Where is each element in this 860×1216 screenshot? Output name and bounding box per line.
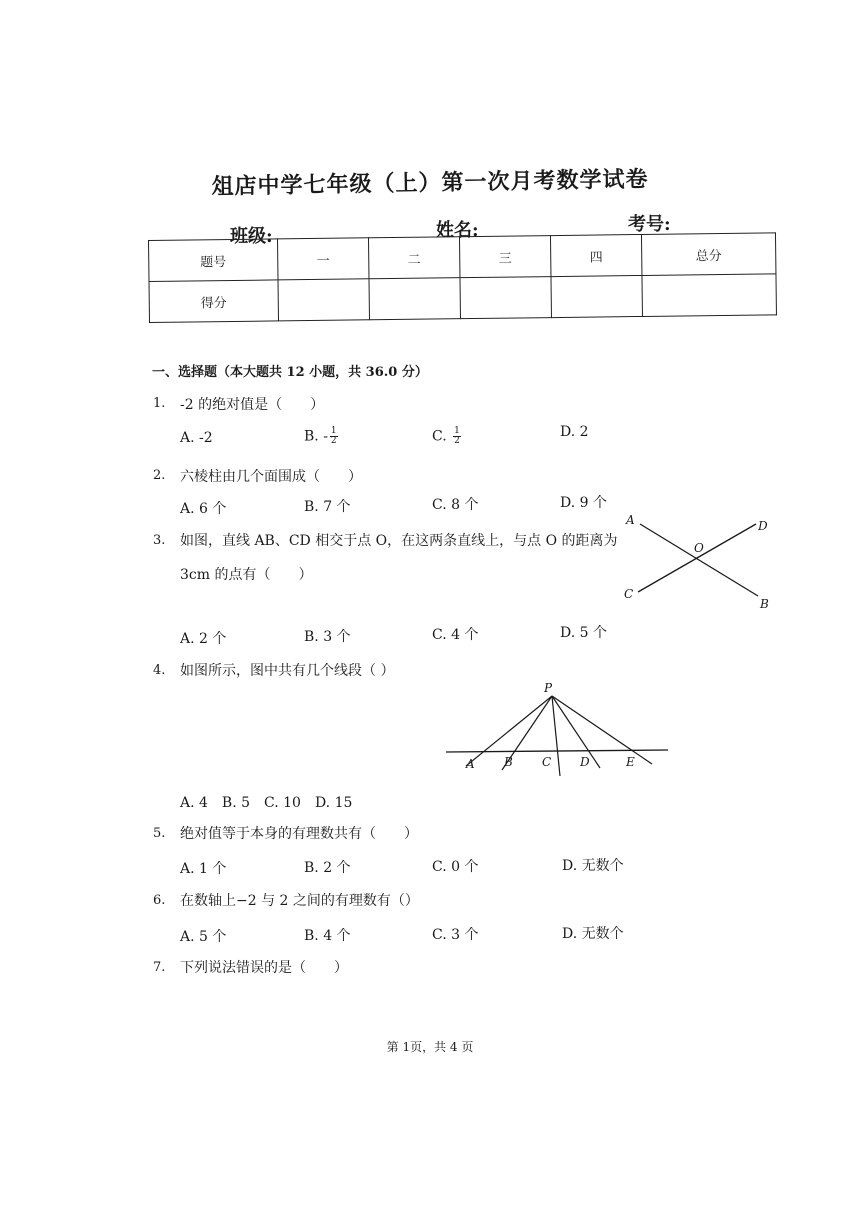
option-c: C. $\frac{1}{2}$	[432, 426, 460, 446]
score-table	[148, 232, 777, 323]
table-row	[149, 274, 776, 323]
question-number: 1.	[153, 396, 166, 411]
fraction: $\frac{1}{2}$	[454, 426, 460, 446]
class-label: 班级:	[230, 226, 273, 247]
page-footer: 第 1页，共 4 页	[386, 1040, 474, 1054]
option-d: D. 无数个	[562, 926, 624, 942]
label-d: D	[758, 519, 768, 533]
option-b: B. 3 个	[304, 629, 351, 645]
question-text: 绝对值等于本身的有理数共有（ ）	[180, 826, 418, 842]
question-number: 5.	[153, 826, 166, 841]
table-cell: 总分	[641, 233, 775, 276]
question-text: 六棱柱由几个面围成（ ）	[180, 469, 362, 485]
option-a: A. 2 个	[180, 631, 227, 647]
figure-segments	[440, 672, 672, 784]
line-ab	[640, 524, 758, 596]
option-a: A. 5 个	[180, 929, 227, 945]
question-text: 下列说法错误的是（ ）	[180, 960, 348, 976]
section-heading: 一、选择题（本大题共 12 小题，共 36.0 分）	[152, 365, 428, 380]
option-b: B. 7 个	[304, 499, 351, 515]
table-cell: 题号	[149, 239, 278, 282]
score-cell	[278, 279, 369, 321]
label-c: C	[624, 587, 634, 601]
question-text-line2: 3cm 的点有（ ）	[180, 567, 313, 583]
table-cell: 三	[459, 236, 550, 278]
label-o: O	[694, 541, 704, 555]
question-text: 如图所示，图中共有几个线段（ ）	[180, 663, 395, 679]
question-text: 在数轴上−2 与 2 之间的有理数有（）	[180, 893, 419, 909]
label-p: P	[544, 681, 553, 695]
name-label: 姓名:	[436, 220, 479, 241]
table-cell: 得分	[149, 280, 278, 323]
question-number: 3.	[153, 533, 166, 548]
table-cell: 二	[368, 237, 459, 279]
segment-pc	[552, 696, 560, 776]
label-a: A	[626, 513, 635, 527]
label-a: A	[466, 757, 475, 771]
option-a: A. 1 个	[180, 861, 227, 877]
score-cell	[642, 274, 776, 317]
option-c: C. 4 个	[432, 627, 479, 643]
segment-pd	[552, 696, 600, 768]
option-d: D. 5 个	[560, 625, 607, 641]
question-text: 如图，直线 AB、CD 相交于点 O，在这两条直线上，与点 O 的距离为	[180, 533, 618, 549]
option-b: B. 2 个	[304, 860, 351, 876]
exam-title: 俎店中学七年级（上）第一次月考数学试卷	[211, 166, 649, 200]
option-a: A. 6 个	[180, 501, 227, 517]
option-a: A. -2	[180, 430, 213, 446]
segment-pe	[552, 696, 652, 764]
table-cell: 四	[550, 234, 641, 276]
label-b: B	[504, 755, 513, 769]
score-cell	[551, 275, 642, 317]
option-d: D. 无数个	[562, 858, 624, 874]
option-c: C. 0 个	[432, 859, 479, 875]
label-b: B	[760, 597, 769, 611]
question-number: 2.	[153, 468, 166, 483]
table-cell: 一	[277, 238, 368, 280]
label-d: D	[580, 755, 590, 769]
option-d: D. 2	[560, 424, 589, 440]
label-e: E	[626, 755, 635, 769]
question-text: -2 的绝对值是（ ）	[180, 397, 325, 413]
option-b: B. 4 个	[304, 928, 351, 944]
question-number: 6.	[153, 893, 166, 908]
question-number: 7.	[153, 960, 166, 975]
option-b: B. - $\frac{1}{2}$	[304, 426, 337, 446]
figure-intersecting-lines	[616, 508, 786, 618]
score-cell	[369, 278, 460, 320]
fraction: $\frac{1}{2}$	[330, 426, 337, 446]
option-d: D. 9 个	[560, 495, 607, 511]
score-cell	[460, 277, 551, 319]
exam-id-label: 考号:	[628, 214, 671, 235]
question-number: 4.	[153, 663, 166, 678]
option-c: C. 8 个	[432, 497, 479, 513]
option-c: C. 3 个	[432, 927, 479, 943]
label-c: C	[542, 755, 552, 769]
options-inline: A. 4 B. 5 C. 10 D. 15	[180, 795, 353, 811]
